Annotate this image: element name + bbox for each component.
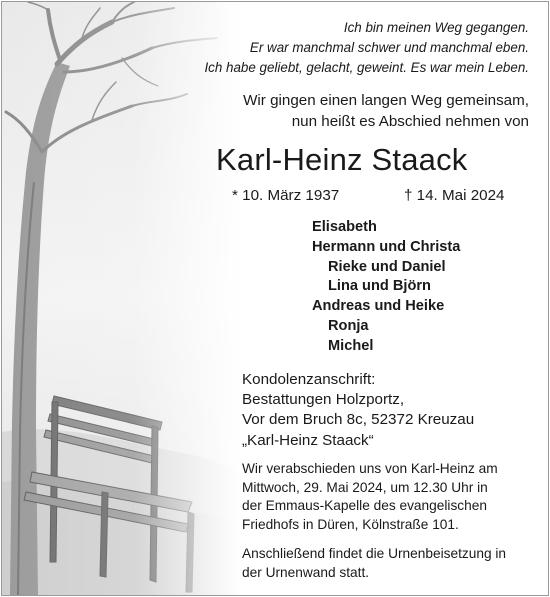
mourner: Rieke und Daniel [328, 258, 446, 275]
condolence-line: Bestattungen Holzportz, [242, 391, 405, 409]
mourners-list [312, 218, 460, 357]
burial-line: der Urnenwand statt. [242, 564, 370, 580]
poem-line: Ich habe geliebt, gelacht, geweint. Es war mein Leben. [204, 60, 529, 75]
intro-text [243, 90, 529, 132]
burial-line: Anschließend findet die Urnenbeisetzung in [242, 546, 507, 561]
service-line: der Emmaus-Kapelle des evangelischen [242, 498, 487, 514]
condolence-line: Vor dem Bruch 8c, 52372 Kreuzau [242, 411, 475, 429]
birth-date: * 10. März 1937 [232, 187, 340, 204]
poem [204, 18, 529, 78]
death-date: † 14. Mai 2024 [404, 187, 505, 204]
service-line: Mittwoch, 29. Mai 2024, um 12.30 Uhr in [242, 479, 488, 495]
urn-burial-info [242, 545, 506, 582]
intro-line: nun heißt es Abschied nehmen von [291, 113, 529, 130]
condolence-line: „Karl-Heinz Staack“ [242, 431, 374, 449]
mourner: Hermann und Christa [312, 238, 461, 255]
poem-line: Er war manchmal schwer und manchmal eben. [249, 40, 529, 55]
deceased-name: Karl-Heinz Staack [216, 142, 468, 177]
mourner: Andreas und Heike [312, 298, 445, 315]
mourner: Elisabeth [312, 219, 377, 235]
funeral-service-info [242, 460, 498, 534]
mourner: Lina und Björn [328, 278, 431, 295]
service-line: Friedhofs in Düren, Kölnstraße 101. [242, 516, 459, 532]
poem-line: Ich bin meinen Weg gegangen. [343, 20, 529, 35]
tree-and-bench-illustration [2, 2, 242, 595]
condolence-line: Kondolenzanschrift: [242, 371, 376, 388]
intro-line: Wir gingen einen langen Weg gemeinsam, [243, 92, 529, 109]
life-dates [232, 186, 505, 206]
mourner: Ronja [328, 317, 369, 334]
condolence-address [242, 370, 474, 451]
service-line: Wir verabschieden uns von Karl-Heinz am [242, 461, 498, 476]
mourner: Michel [328, 337, 374, 354]
obituary-card [1, 1, 549, 596]
